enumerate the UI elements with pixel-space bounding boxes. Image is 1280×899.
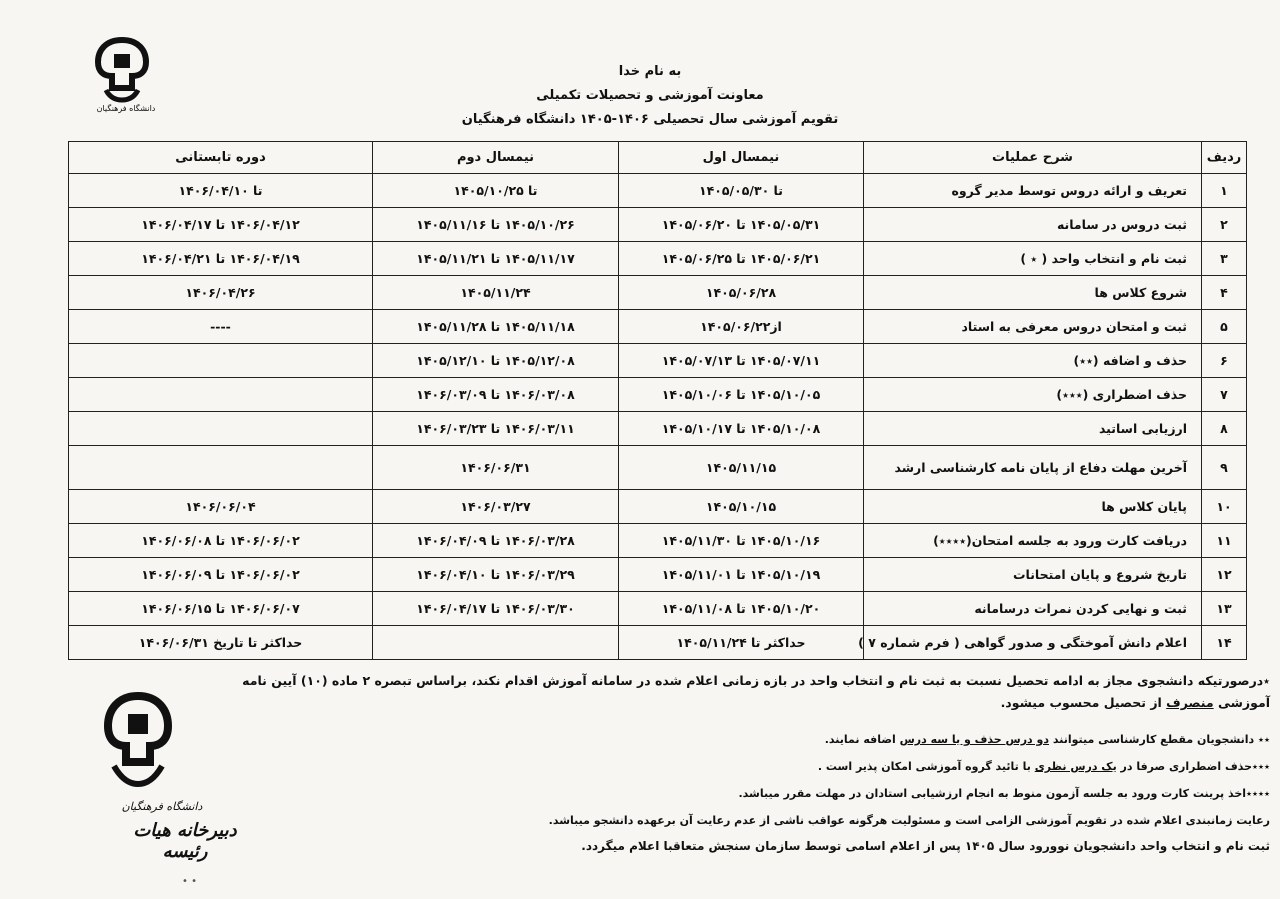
signature-logo	[98, 690, 178, 810]
table-row	[69, 276, 1247, 310]
cell-row-number: ۴	[1202, 276, 1247, 310]
cell-semester-2: ۱۴۰۵/۱۰/۲۶ تا ۱۴۰۵/۱۱/۱۶	[373, 208, 619, 242]
cell-semester-1: ۱۴۰۵/۱۱/۱۵	[619, 446, 864, 490]
cell-description: ثبت و امتحان دروس معرفی به استاد	[864, 310, 1202, 344]
note-3	[240, 753, 1270, 780]
table-header-row	[69, 142, 1247, 174]
cell-summer: ۱۴۰۶/۰۴/۱۲ تا ۱۴۰۶/۰۴/۱۷	[69, 208, 373, 242]
header-line-3: تقویم آموزشی سال تحصیلی ۱۴۰۶-۱۴۰۵ دانشگاه فرهنگیان	[461, 112, 839, 127]
cell-summer	[69, 378, 373, 412]
header-line-1: به نام خدا	[618, 64, 682, 79]
cell-semester-1: ۱۴۰۵/۱۰/۱۹ تا ۱۴۰۵/۱۱/۰۱	[619, 558, 864, 592]
cell-row-number: ۷	[1202, 378, 1247, 412]
cell-semester-1: ۱۴۰۵/۱۰/۱۵	[619, 490, 864, 524]
cell-summer: ۱۴۰۶/۰۶/۰۴	[69, 490, 373, 524]
cell-semester-2: ۱۴۰۶/۰۳/۳۰ تا ۱۴۰۶/۰۴/۱۷	[373, 592, 619, 626]
cell-semester-2: ۱۴۰۶/۰۳/۱۱ تا ۱۴۰۶/۰۳/۲۳	[373, 412, 619, 446]
cell-description: حذف و اضافه (٭٭)	[864, 344, 1202, 378]
cell-row-number: ۵	[1202, 310, 1247, 344]
cell-row-number: ۶	[1202, 344, 1247, 378]
table-row	[69, 592, 1247, 626]
cell-description: آخرین مهلت دفاع از پایان نامه کارشناسی ارشد	[864, 446, 1202, 490]
cell-description: پایان کلاس ها	[864, 490, 1202, 524]
note-4: ٭٭٭٭اخذ پرینت کارت ورود به جلسه آزمون منوط به انجام ارزشیابی استادان در مهلت مقرر میباشد.	[738, 787, 1270, 800]
col-header-description: شرح عملیات	[864, 142, 1202, 174]
table-row	[69, 490, 1247, 524]
table-row	[69, 558, 1247, 592]
cell-summer: ----	[69, 310, 373, 344]
cell-semester-1: ۱۴۰۵/۱۰/۲۰ تا ۱۴۰۵/۱۱/۰۸	[619, 592, 864, 626]
table-row	[69, 344, 1247, 378]
cell-row-number: ۱	[1202, 174, 1247, 208]
cell-semester-1: ۱۴۰۵/۰۷/۱۱ تا ۱۴۰۵/۰۷/۱۳	[619, 344, 864, 378]
cell-summer: ۱۴۰۶/۰۶/۰۲ تا ۱۴۰۶/۰۶/۰۸	[69, 524, 373, 558]
cell-row-number: ۸	[1202, 412, 1247, 446]
cell-semester-1: ۱۴۰۵/۰۵/۳۱ تا ۱۴۰۵/۰۶/۲۰	[619, 208, 864, 242]
cell-semester-2: ۱۴۰۵/۱۱/۱۷ تا ۱۴۰۵/۱۱/۲۱	[373, 242, 619, 276]
cell-semester-1: از۱۴۰۵/۰۶/۲۲	[619, 310, 864, 344]
signature-caption: دانشگاه فرهنگیان	[121, 800, 203, 813]
table-row	[69, 524, 1247, 558]
col-header-semester-2: نیمسال دوم	[373, 142, 619, 174]
note-1-text-a: ٭درصورتیکه دانشجوی مجاز به ادامه تحصیل نسبت به ثبت نام و انتخاب واحد در بازه زمانی اعلام شده در سامانه آموزش اقدام نکند، براساس تبصره ۲ ماده (۱۰) آیین نامه آموزشی	[242, 673, 1270, 710]
note-6: ثبت نام و انتخاب واحد دانشجویان نوورود سال ۱۴۰۵ پس از اعلام اسامی توسط سازمان سنجش متعاقبا اعلام میگردد.	[581, 839, 1270, 853]
logo-caption: دانشگاه فرهنگیان	[96, 104, 156, 113]
col-header-semester-1: نیمسال اول	[619, 142, 864, 174]
note-2-text-a: ٭٭ دانشجویان مقطع کارشناسی میتوانند	[1049, 733, 1270, 746]
note-5: رعایت زمانبندی اعلام شده در تقویم آموزشی الزامی است و مسئولیت هرگونه عواقب ناشی از عدم رعایت آن برعهده دانشجو میباشد.	[548, 814, 1270, 827]
note-1-text-b: از تحصیل محسوب میشود.	[1000, 695, 1167, 710]
cell-row-number: ۱۳	[1202, 592, 1247, 626]
cell-row-number: ۱۲	[1202, 558, 1247, 592]
cell-summer: ۱۴۰۶/۰۴/۲۶	[69, 276, 373, 310]
cell-semester-2: ۱۴۰۵/۱۱/۲۴	[373, 276, 619, 310]
footnotes	[240, 670, 1270, 858]
cell-row-number: ۳	[1202, 242, 1247, 276]
table-row	[69, 446, 1247, 490]
cell-semester-2: ۱۴۰۶/۰۳/۲۷	[373, 490, 619, 524]
cell-summer: تا ۱۴۰۶/۰۴/۱۰	[69, 174, 373, 208]
cell-semester-2: ۱۴۰۶/۰۳/۲۹ تا ۱۴۰۶/۰۴/۱۰	[373, 558, 619, 592]
cell-description: تاریخ شروع و پایان امتحانات	[864, 558, 1202, 592]
cell-semester-1: ۱۴۰۵/۰۶/۲۱ تا ۱۴۰۵/۰۶/۲۵	[619, 242, 864, 276]
cell-summer: ۱۴۰۶/۰۶/۰۲ تا ۱۴۰۶/۰۶/۰۹	[69, 558, 373, 592]
table-row	[69, 378, 1247, 412]
cell-semester-2	[373, 626, 619, 660]
table-row	[69, 242, 1247, 276]
cell-description: شروع کلاس ها	[864, 276, 1202, 310]
cell-semester-1: ۱۴۰۵/۱۰/۱۶ تا ۱۴۰۵/۱۱/۳۰	[619, 524, 864, 558]
cell-semester-1: تا ۱۴۰۵/۰۵/۳۰	[619, 174, 864, 208]
cell-description: ثبت دروس در سامانه	[864, 208, 1202, 242]
cell-semester-2: ۱۴۰۶/۰۶/۳۱	[373, 446, 619, 490]
note-2-text-b: اضافه نمایند.	[824, 733, 900, 746]
cell-summer: ۱۴۰۶/۰۴/۱۹ تا ۱۴۰۶/۰۴/۲۱	[69, 242, 373, 276]
col-header-row-number: ردیف	[1202, 142, 1247, 174]
cell-semester-2: ۱۴۰۶/۰۳/۰۸ تا ۱۴۰۶/۰۳/۰۹	[373, 378, 619, 412]
table-row	[69, 208, 1247, 242]
header-line-2: معاونت آموزشی و تحصیلات تکمیلی	[536, 88, 764, 103]
cell-semester-1: ۱۴۰۵/۱۰/۰۵ تا ۱۴۰۵/۱۰/۰۶	[619, 378, 864, 412]
cell-semester-1: حداکثر تا ۱۴۰۵/۱۱/۲۴	[619, 626, 864, 660]
cell-description: اعلام دانش آموختگی و صدور گواهی ( فرم شماره ۷ )	[864, 626, 1202, 660]
cell-description: حذف اضطراری (٭٭٭)	[864, 378, 1202, 412]
cell-description: دریافت کارت ورود به جلسه امتحان(٭٭٭٭)	[864, 524, 1202, 558]
table-row	[69, 412, 1247, 446]
cell-row-number: ۱۴	[1202, 626, 1247, 660]
cell-semester-1: ۱۴۰۵/۱۰/۰۸ تا ۱۴۰۵/۱۰/۱۷	[619, 412, 864, 446]
col-header-summer: دوره تابستانی	[69, 142, 373, 174]
cell-semester-2: تا ۱۴۰۵/۱۰/۲۵	[373, 174, 619, 208]
table-row	[69, 310, 1247, 344]
cell-semester-2: ۱۴۰۵/۱۱/۱۸ تا ۱۴۰۵/۱۱/۲۸	[373, 310, 619, 344]
cell-semester-2: ۱۴۰۶/۰۳/۲۸ تا ۱۴۰۶/۰۴/۰۹	[373, 524, 619, 558]
cell-description: ثبت نام و انتخاب واحد ( ٭ )	[864, 242, 1202, 276]
cell-description: ثبت و نهایی کردن نمرات درسامانه	[864, 592, 1202, 626]
cell-summer	[69, 412, 373, 446]
cell-summer: حداکثر تا تاریخ ۱۴۰۶/۰۶/۳۱	[69, 626, 373, 660]
cell-summer: ۱۴۰۶/۰۶/۰۷ تا ۱۴۰۶/۰۶/۱۵	[69, 592, 373, 626]
cell-description: ارزیابی اساتید	[864, 412, 1202, 446]
note-3-text-b: با تائید گروه آموزشی امکان پذیر است .	[817, 760, 1035, 773]
note-2-underlined: دو درس حذف و یا سه درس	[899, 733, 1050, 746]
note-1	[240, 670, 1270, 714]
signature-title: دبیرخانه هیات رئیسه	[133, 820, 237, 862]
document-header	[380, 60, 920, 132]
cell-summer	[69, 446, 373, 490]
academic-calendar-table	[68, 141, 1247, 660]
cell-semester-2: ۱۴۰۵/۱۲/۰۸ تا ۱۴۰۵/۱۲/۱۰	[373, 344, 619, 378]
cell-row-number: ۲	[1202, 208, 1247, 242]
note-3-text-a: ٭٭٭حذف اضطراری صرفا در	[1116, 760, 1270, 773]
note-1-underlined: منصرف	[1166, 695, 1214, 710]
cell-summer	[69, 344, 373, 378]
cell-row-number: ۱۰	[1202, 490, 1247, 524]
cell-semester-1: ۱۴۰۵/۰۶/۲۸	[619, 276, 864, 310]
note-2	[240, 726, 1270, 753]
cell-row-number: ۱۱	[1202, 524, 1247, 558]
table-row	[69, 174, 1247, 208]
note-3-underlined: یک درس نظری	[1034, 760, 1117, 773]
scan-specks: • •	[182, 876, 197, 887]
cell-description: تعریف و ارائه دروس توسط مدیر گروه	[864, 174, 1202, 208]
cell-row-number: ۹	[1202, 446, 1247, 490]
table-row	[69, 626, 1247, 660]
